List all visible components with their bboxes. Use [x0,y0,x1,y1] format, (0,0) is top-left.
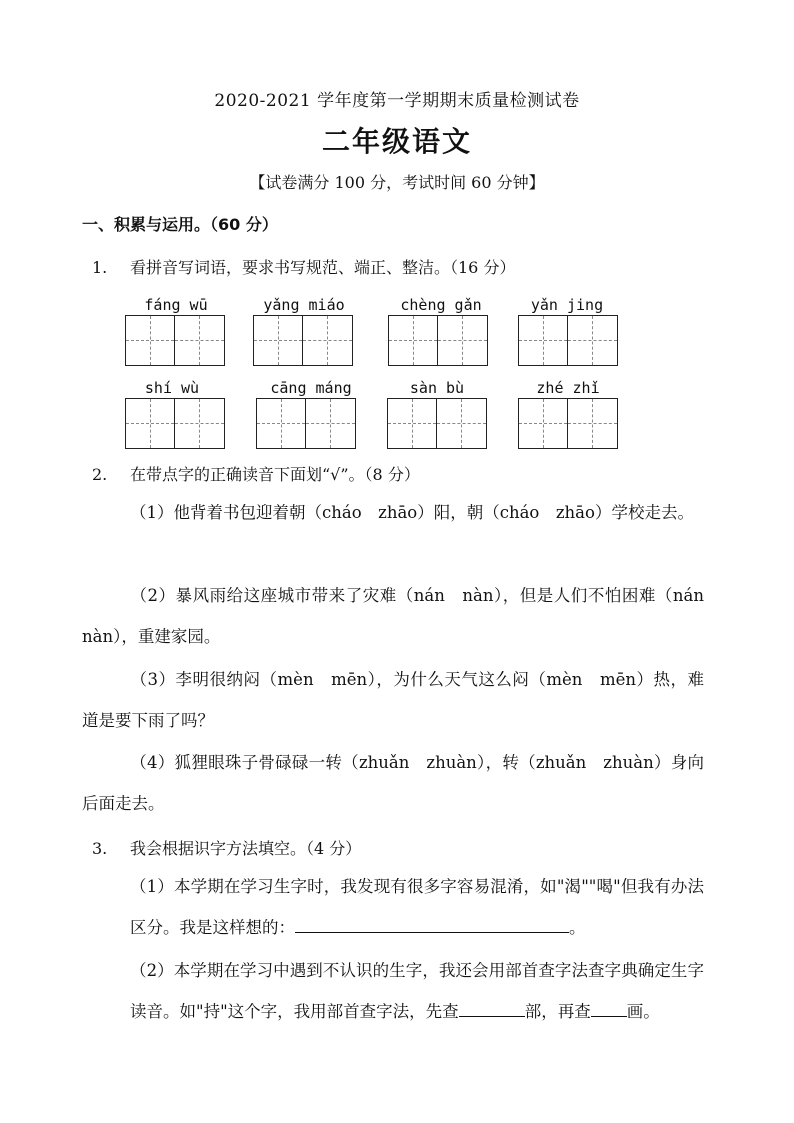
question-text: 我会根据识字方法填空。（4 分） [130,839,362,858]
question-item: （4）狐狸眼珠子骨碌碌一转（zhuǎn zhuàn），转（zhuǎn zhuàn）身向后面走去。 [82,753,704,813]
question-text: 看拼音写词语，要求书写规范、端正、整洁。（16 分） [130,258,516,277]
section-heading: 一、积累与运用。（60 分） [82,215,278,234]
question-item: （1）他背着书包迎着朝（cháo zhāo）阳，朝（cháo zhāo）学校走去。 [130,503,694,522]
pinyin-label: shí wù [144,379,200,397]
writing-grid[interactable] [125,398,225,449]
question-number: 3. [92,839,108,858]
exam-info: 【试卷满分 100 分，考试时间 60 分钟】 [249,173,545,192]
question-3 [92,836,361,859]
writing-grid[interactable] [518,398,618,449]
answer-blank[interactable] [295,916,569,933]
question-item: （2）本学期在学习中遇到不认识的生字，我还会用部首查字法查字典确定生字读音。如"持"这个字，我用部首查字法，先查 部，再查 画。 [130,961,704,1021]
writing-grid[interactable] [388,315,488,366]
subject-title: 二年级语文 [321,125,472,158]
pinyin-label: chèng gǎn [400,296,482,314]
pinyin-label: yǎn jing [530,296,604,314]
writing-grid[interactable] [518,315,618,366]
writing-grid[interactable] [125,315,225,366]
question-2 [92,462,420,485]
writing-grid[interactable] [253,315,353,366]
question-item: （3）李明很纳闷（mèn mēn），为什么天气这么闷（mèn mēn）热，难道是要下雨了吗？ [82,670,704,730]
exam-title: 2020-2021 学年度第一学期期末质量检测试卷 [214,91,580,111]
question-number: 1. [92,258,108,277]
pinyin-label: zhé zhǐ [536,379,600,397]
question-text: 在带点字的正确读音下面划“√”。（8 分） [130,465,420,484]
writing-grid[interactable] [256,398,356,449]
question-item: （2）暴风雨给这座城市带来了灾难（nán nàn），但是人们不怕困难（nán nàn），重建家园。 [82,586,721,646]
pinyin-label: yǎng miáo [263,296,345,314]
pinyin-label: cāng máng [270,379,352,397]
answer-blank[interactable] [459,1000,525,1017]
question-item: （1）本学期在学习生字时，我发现有很多字容易混淆，如"渴""喝"但我有办法区分。我是这样想的： 。 [130,877,704,937]
pinyin-label: sàn bù [409,379,465,397]
pinyin-label: fáng wū [144,296,208,314]
question-1 [92,255,515,278]
answer-blank[interactable] [591,1000,627,1017]
writing-grid[interactable] [387,398,487,449]
question-number: 2. [92,465,108,484]
